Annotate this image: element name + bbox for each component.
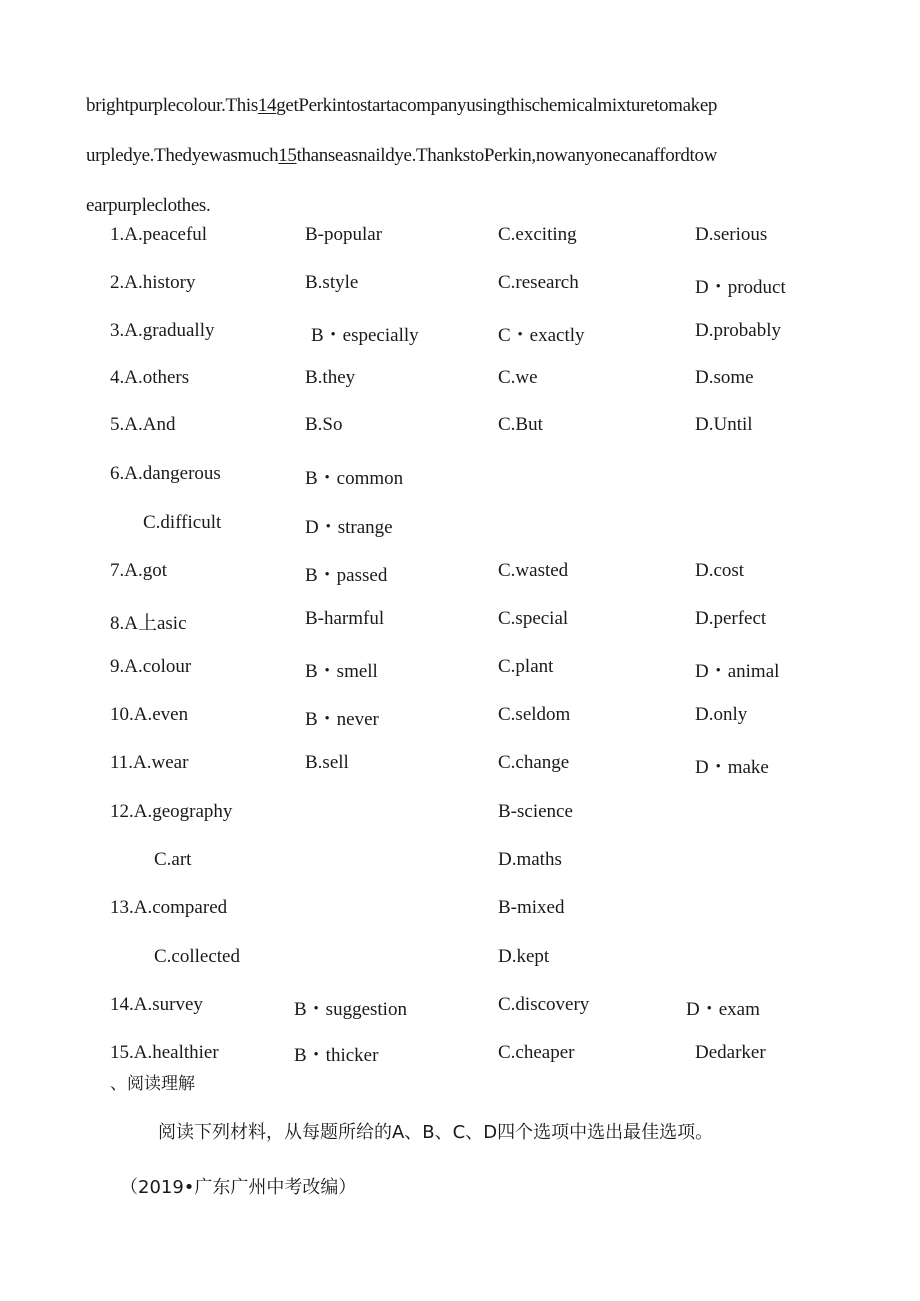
option-row-13 <box>0 897 920 925</box>
option-a: 14.A.survey <box>110 994 203 1015</box>
option-row-13-continued <box>0 946 920 974</box>
option-c: C.difficult <box>143 512 222 533</box>
option-b: B-harmful <box>305 608 385 629</box>
option-row-6 <box>0 463 920 491</box>
option-d: D・exam <box>686 999 760 1020</box>
option-c: C.we <box>498 367 538 388</box>
option-row-9 <box>0 656 920 684</box>
passage-line-2 <box>86 145 717 167</box>
option-b: B・never <box>305 709 379 730</box>
option-row-8 <box>0 608 920 636</box>
option-c: C.discovery <box>498 994 590 1015</box>
option-d: D.kept <box>498 946 550 967</box>
option-c: C.But <box>498 414 543 435</box>
passage-source: （2019•广东广州中考改编） <box>120 1177 357 1198</box>
blank-number: 15 <box>278 145 297 166</box>
option-a: 6.A.dangerous <box>110 463 221 484</box>
option-d: D.serious <box>695 224 768 245</box>
option-b: B・passed <box>305 565 388 586</box>
option-a: 13.A.compared <box>110 897 228 918</box>
option-d: D.maths <box>498 849 562 870</box>
option-d: D.perfect <box>695 608 767 629</box>
option-c: C.special <box>498 608 569 629</box>
passage-text: thanseasnaildye.ThankstoPerkin,nowanyonecanaffordtow <box>296 145 718 166</box>
option-a: 9.A.colour <box>110 656 192 677</box>
passage-text: getPerkintostartacompanyusingthischemicalmixturetomakep <box>276 95 718 116</box>
option-b: B-mixed <box>498 897 565 918</box>
option-a: 2.A.history <box>110 272 196 293</box>
option-row-15 <box>0 1042 920 1070</box>
option-a: 11.A.wear <box>110 752 189 773</box>
option-d: D.probably <box>695 320 782 341</box>
option-a: 3.A.gradually <box>110 320 215 341</box>
option-b: B・common <box>305 468 404 489</box>
option-row-5 <box>0 414 920 442</box>
option-b: B・smell <box>305 661 378 682</box>
option-b: B・suggestion <box>294 999 407 1020</box>
option-a: 15.A.healthier <box>110 1042 219 1063</box>
option-d: D・strange <box>305 517 393 538</box>
option-d: D・animal <box>695 661 780 682</box>
option-b: B・thicker <box>294 1045 379 1066</box>
option-a: 12.A.geography <box>110 801 233 822</box>
option-row-6-continued <box>0 512 920 540</box>
option-a: 8.A上asic <box>110 613 187 634</box>
option-row-1 <box>0 224 920 252</box>
passage-text: brightpurplecolour.This <box>86 95 258 116</box>
option-a: 5.A.And <box>110 414 176 435</box>
option-d: D・product <box>695 277 786 298</box>
option-b: B.they <box>305 367 356 388</box>
option-row-12-continued <box>0 849 920 877</box>
option-row-12 <box>0 801 920 829</box>
option-d: Dedarker <box>695 1042 766 1063</box>
option-d: D.some <box>695 367 754 388</box>
option-d: D.Until <box>695 414 753 435</box>
option-b: B-popular <box>305 224 383 245</box>
option-a: 1.A.peaceful <box>110 224 208 245</box>
option-c: C.wasted <box>498 560 569 581</box>
option-row-3 <box>0 320 920 348</box>
section-heading: 、阅读理解 <box>110 1074 195 1094</box>
option-d: D・make <box>695 757 769 778</box>
option-c: C.collected <box>154 946 240 967</box>
option-b: B.style <box>305 272 359 293</box>
option-b: B・especially <box>311 325 419 346</box>
option-c: C.plant <box>498 656 554 677</box>
option-b: B.sell <box>305 752 349 773</box>
blank-number: 14 <box>257 95 277 116</box>
option-row-11 <box>0 752 920 780</box>
option-row-2 <box>0 272 920 300</box>
option-d: D.only <box>695 704 748 725</box>
option-c: C・exactly <box>498 325 585 346</box>
option-c: C.exciting <box>498 224 577 245</box>
option-row-7 <box>0 560 920 588</box>
passage-text: urpledye.Thedyewasmuch <box>86 145 279 166</box>
section-instruction: 阅读下列材料，从每题所给的A、B、C、D四个选项中选出最佳选项。 <box>158 1122 714 1143</box>
option-c: C.cheaper <box>498 1042 575 1063</box>
passage-line-3: earpurpleclothes. <box>86 195 211 216</box>
option-row-14 <box>0 994 920 1022</box>
option-c: C.change <box>498 752 570 773</box>
option-c: C.art <box>154 849 192 870</box>
option-c: C.seldom <box>498 704 571 725</box>
option-a: 7.A.got <box>110 560 167 581</box>
option-row-4 <box>0 367 920 395</box>
option-b: B.So <box>305 414 343 435</box>
passage-line-1 <box>86 95 717 117</box>
option-c: C.research <box>498 272 579 293</box>
option-row-10 <box>0 704 920 732</box>
option-a: 4.A.others <box>110 367 190 388</box>
option-a: 10.A.even <box>110 704 189 725</box>
option-b: B-science <box>498 801 573 822</box>
option-d: D.cost <box>695 560 745 581</box>
